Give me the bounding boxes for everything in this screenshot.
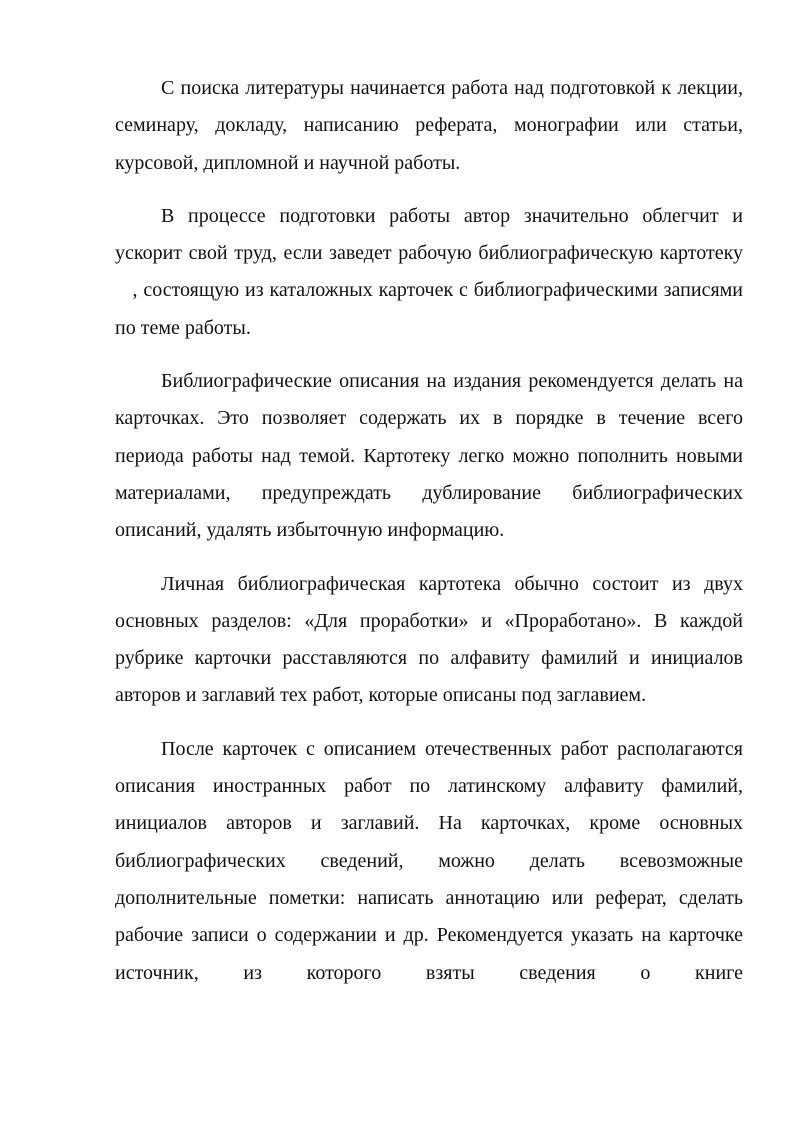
- paragraph-4: Личная библиографическая картотека обычно состоит из двух основных разделов: «Для проработки» и «Проработано». В каждой рубрике карточки расставляются по алфавиту фамилий и инициалов авторов и заглавий тех работ, которые описаны под заглавием.: [115, 572, 743, 707]
- paragraph-1: С поиска литературы начинается работа над подготовкой к лекции, семинару, докладу, написанию реферата, монографии или статьи, курсовой, дипломной и научной работы.: [115, 77, 743, 174]
- paragraph-5: После карточек с описанием отечественных работ располагаются описания иностранных работ по латинскому алфавиту фамилий, инициалов авторов и заглавий. На карточках, кроме основных библиографических сведений, можно делать всевозможные дополнительные пометки: написать аннотацию или реферат, сделать рабочие записи о содержании и др. Рекомендуется указать на карточке источник, из которого взяты сведения о книге: [115, 737, 743, 984]
- paragraph-2: В процессе подготовки работы автор значительно облегчит и ускорит свой труд, если заведет рабочую библиографическую картотеку , состоящую из каталожных карточек с библиографическими записями по теме работы.: [115, 204, 743, 339]
- paragraph-3: Библиографические описания на издания рекомендуется делать на карточках. Это позволяет содержать их в порядке в течение всего периода работы над темой. Картотеку легко можно пополнить новыми материалами, предупреждать дублирование библиографических описаний, удалять избыточную информацию.: [115, 370, 743, 542]
